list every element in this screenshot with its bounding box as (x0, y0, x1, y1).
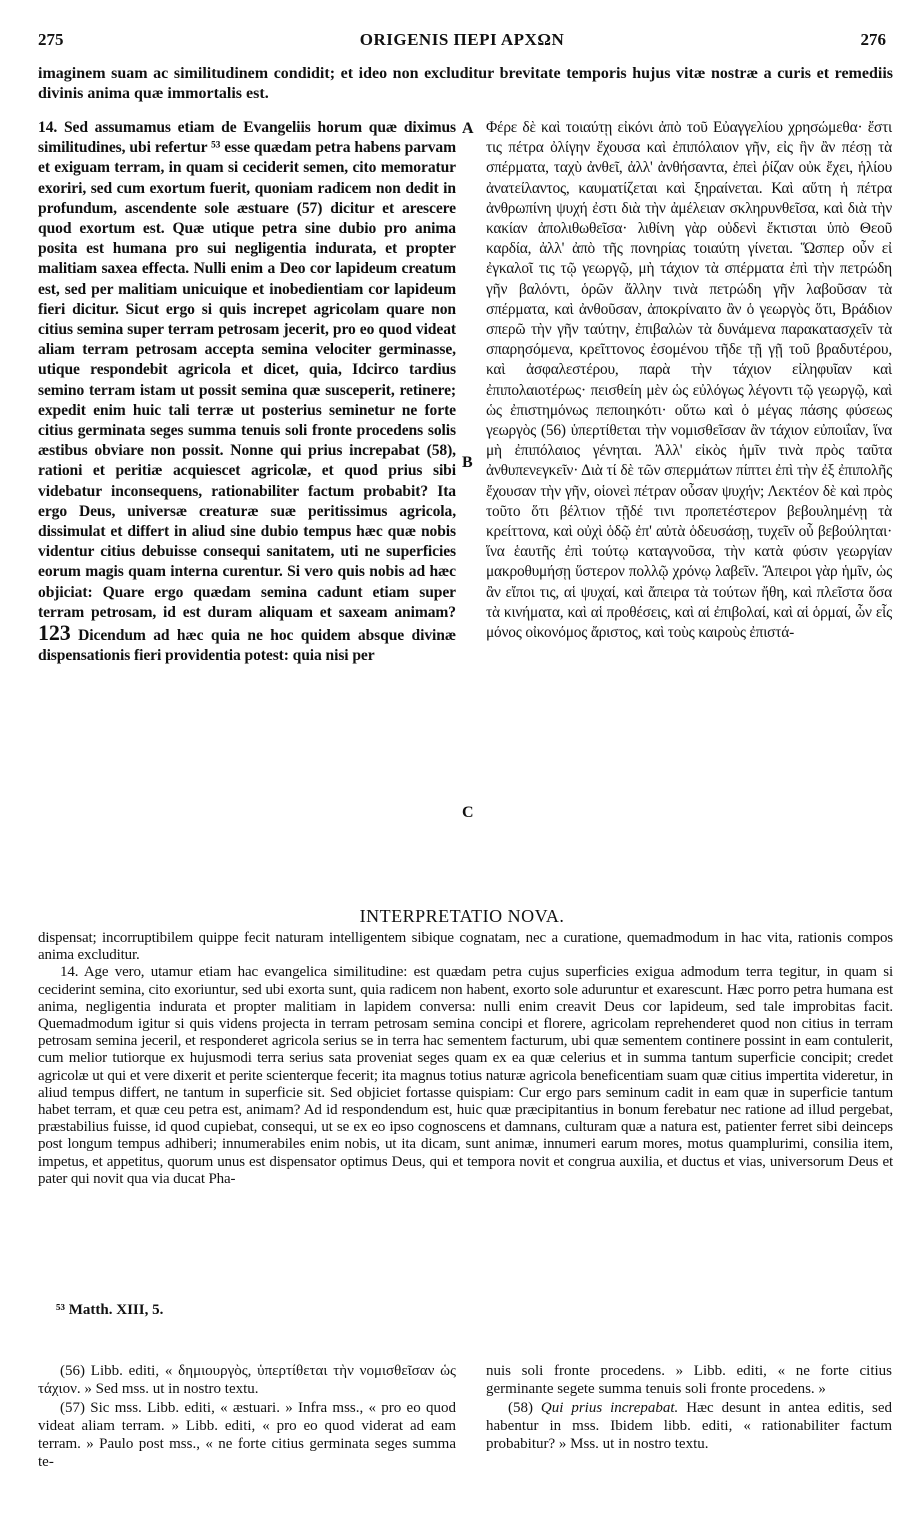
latin-column (38, 118, 456, 666)
notes-right-column (486, 1362, 892, 1453)
page-number-right: 276 (860, 30, 886, 49)
note-58 (486, 1399, 892, 1454)
greek-column (486, 118, 892, 643)
margin-letter-c: C (462, 804, 474, 821)
note-58-label: (58) (508, 1399, 533, 1416)
running-title: ORIGENIS ΠΕΡΙ ΑΡΧΩΝ (359, 30, 565, 49)
note-57-continued: nuis soli fronte procedens. » Libb. editi, « ne forte citius germinante segete summa tenuis soli fronte procedens. » (486, 1363, 892, 1398)
footnote: ⁵³ Matth. XIII, 5. (56, 1302, 164, 1318)
note-58-lemma: Qui prius increpabat. (540, 1399, 679, 1416)
interpretatio-paragraph-0: dispensat; incorruptibilem quippe fecit naturam intelligentem sibique cognatam, nec a curatione, quemadmodum in hac vita, rationis compos anima excluditur. (38, 930, 893, 964)
column-number: 123 (38, 620, 71, 646)
note-56: (56) Libb. editi, « δημιουργὸς, ὑπερτίθεται τὴν νομισθεῖσαν ὡς τάχιον. » Sed mss. ut in nostro textu. (38, 1363, 456, 1398)
lead-paragraph: imaginem suam ac similitudinem condidit; et ideo non excluditur brevitate temporis hujus vitæ nostræ a curis et remediis divinis anima quæ immortalis est. (38, 65, 893, 102)
latin-text: 14. Sed assumamus etiam de Evangeliis horum quæ diximus similitudines, ubi refertur ⁵³ esse quædam petra habens parvam et exiguam terram, in quam si ceciderit semen, cito memoratur exoriri, sed cum exortum fuerit, quoniam radicem non dedit in profundum, ascendente sole æstuare (57) dicitur et arescere quod exortum est. Quæ utique petra sine dubio pro anima posita est humana pro sui negligentia indurata, et propter malitiam saxea effecta. Nulli enim a Deo cor lapideum creatum est, sed per malitiam unicuique et inobedientiam cor lapideum fieri dicitur. Sicut ergo si quis increpet agricolam quare non citius semina super terram petrosam jecerit, pro eo quod videat aliam terram petrosam accepta semina velociter germinasse, utique respondebit agricola et dicet, quia, Idcirco tardius semino terram istam ut possit semina quæ susceperit, retinere; expedit enim huic tali terræ ut posterius seminetur ne forte citius germinata seges summa tenuis soli fronte procedens solis æstibus obviare non possit. Nonne qui prius increpabat (58), rationi et peritiæ acquiescet agricolæ, et quod prius sibi videbatur inconsequens, rationabiliter factum probabit? Ita ergo Deus, universæ creaturæ suæ peritissimus agricola, dissimulat et differt in aliud sine dubio tempus hæc quæ nobis videntur citius debuisse consequi sanitatem, uti ne superficies eorum magis quam interna curentur. Si vero quis nobis ad hæc objiciat: Quare ergo quædam semina cadunt etiam super terram petrosam, id est duram aliquam et saxeam animam? (38, 119, 456, 621)
interpretatio-paragraph-1: 14. Age vero, utamur etiam hac evangelica similitudine: est quædam petra cujus superficies exigua admodum terra tegitur, in quam si ceciderint semina, cito exoriuntur, sed ubi exorta sunt, quia radicem non habent, exorto sole aduruntur et exarescunt. Hæc porro petra humana est anima, negligentia indurata et propter malitiam in lapidem conversa: nulli enim creavit Deus cor lapideum, sed tale improbitas facit. Quemadmodum igitur si quis videns projecta in terram petrosam semina concipi et florere, agricolam reprehenderet quod non citius in terram petrosam semina jeceril, et responderet agricola serius se in terra hac sementem facturum, ubi quæ sementem continere possint in eam contulerit, cum melior tutiorque ex hujusmodi terra serius sata proveniat seges quam ex ea quæ celerius et in summa tantum superficie concipit; credet agricolæ ut qui et vere dixerit et perite scienterque fecerit; ita magnus totius naturæ agricola beneficentiam suam quæ citius impertita videretur, in aliud tempus differt, ne tantum in superficie sit. Sed objiciet fortasse quispiam: Cur ergo pars seminum cadit in eam quæ in superficie tantum habet terram, et quæ ceu petra est, animam? Ad id respondendum est, huic quæ præcipitantius in bonum ferebatur nec ratione ad illud pergebat, præstabilius fuisse, id quod cupiebat, consequi, ut se ex eo ipso cognoscens et damnans, culturam quæ a natura est, patienter ferret sibi deinceps post longum tempus adhiberi; innumerabiles enim nobis, ut ita dicam, sunt animæ, innumeri earum mores, motus quamplurimi, consilia item, impetus, et appetitus, quorum unus est dispensator optimus Deus, qui et tempora novit et congrua auxilia, et ductus et vias, universorum Deus et pater qui novit qua via ducat Pha- (38, 964, 893, 1187)
page-number-left: 275 (38, 30, 64, 49)
notes-left-column (38, 1362, 456, 1472)
interpretatio-title: INTERPRETATIO NOVA. (359, 906, 565, 926)
page-header (38, 30, 886, 56)
greek-paragraph: Φέρε δὲ καὶ τοιαύτῃ εἰκόνι ἀπὸ τοῦ Εὐαγγελίου χρησώμεθα· ἔστι τις πέτρα ὀλίγην ἔχουσα καὶ ἐπιπόλαιον γῆν, εἰς ἣν ἂν πέσῃ τὰ σπέρματα, ταχὺ ἀνθεῖ, ἀλλ' ἀνθήσαντα, ἐπεὶ ῥίζαν οὐκ ἔχει, ἡλίου ἀνατείλαντος, καυματίζεται καὶ ξηραίνεται. Καὶ αὕτη ἡ πέτρα ἀνθρωπίνη ψυχή ἐστι διὰ τὴν ἀμέλειαν σκληρυνθεῖσα, καὶ διὰ τὴν κακίαν ἀπολιθωθεῖσα· λιθίνη γὰρ οὐδενὶ ἔκτισται ὑπὸ Θεοῦ καρδία, ἀλλ' ἀπὸ τῆς πονηρίας τοιαύτη γίνεται. Ὥσπερ οὖν εἰ ἐγκαλοῖ τις τῷ γεωργῷ, μὴ τάχιον τὰ σπέρματα ἐπὶ τὴν πετρώδη γῆν βαλόντι, ὁρῶν ἄλλην τινὰ πετρώδη γῆν λαβοῦσαν τὰ σπέρματα, καὶ ἀνθοῦσαν, ἀποκρίναιτο ἂν ὁ γεωργὸς ὅτι, Βράδιον σπερῶ τὴν γῆν ταύτην, ἐπιβαλὼν τὰ δυνάμενα παρακατασχεῖν τὰ σπαρησόμενα, κρεῖττονος ἐσομένου τῆδε τῇ γῇ τοῦ βραδυτέρου, καὶ ἀσφαλεστέρου, παρὰ τὴν τάχιον εἰληφυῖαν καὶ ἐπιπολαιοτέρως· πεισθείη μὲν ὡς εὐλόγως λέγοντι τῷ γεωργῷ, καὶ ὡς ἐπιστημόνως πεποιηκότι· οὕτω καὶ ὁ μέγας πάσης φύσεως γεωργὸς (56) ὑπερτίθεται τὴν νομισθεῖσαν ἂν τάχιον εὐποιΐαν, ἵνα μὴ ἐπιπόλαιος γένηται. Ἀλλ' εἰκὸς ἡμῖν τινὰ πρὸς ταῦτα ἀνθυπενεγκεῖν· Διὰ τί δὲ τῶν σπερμάτων πίπτει ἐπὶ τὴν ἐξ ἐπιπολῆς ἔχουσαν τὴν γῆν, οἱονεὶ πέτραν οὖσαν ψυχήν; Λεκτέον δὲ καὶ πρὸς τοῦτο ὅτι βέλτιον τῇδέ τινι προπετέστερον βεβουλημένῃ τὰ κρείττονα, καὶ οὐχὶ ὁδῷ ἐπ' αὐτὰ ὁδευσάσῃ, τυχεῖν οὗ βεβούληται· ἵνα ἑαυτῆς ἐπὶ τούτῳ καταγνοῦσα, τὴν κατὰ φύσιν γεωργίαν μακροθυμήσῃ ὕστερον πολλῷ χρόνῳ λαβεῖν. Ἄπειροι γὰρ ἡμῖν, ὡς ἂν εἴποι τις, αἱ ψυχαί, καὶ ἄπειρα τὰ τούτων ἤθη, καὶ πλεῖστα ὅσα τὰ κινήματα, καὶ αἱ προθέσεις, καὶ αἱ ἐπιβολαί, καὶ αἱ ὁρμαί, ὧν εἷς μόνος οἰκονόμος ἄριστος, καὶ τοὺς καιροὺς ἐπιστά- (486, 119, 892, 642)
latin-text-end: Dicendum ad hæc quia ne hoc quidem absque divinæ dispensationis fieri providentia potest: quia nisi per (38, 627, 456, 665)
note-57: (57) Sic mss. Libb. editi, « æstuari. » Infra mss., « pro eo quod videat aliam terram. » Libb. editi, « pro eo quod viderat ad eam terram. » Paulo post mss., « ne forte citius germinata seges summa te- (38, 1399, 456, 1471)
latin-paragraph (38, 118, 456, 666)
interpretatio-text (38, 930, 893, 1188)
margin-letter-b: B (462, 454, 473, 471)
note-58-text: Hæc desunt in antea editis, sed habentur in mss. Ibidem libb. editi, « rationabiliter factum probabitur? » Mss. ut in nostro textu. (486, 1399, 892, 1453)
margin-letter-a: A (462, 120, 474, 137)
